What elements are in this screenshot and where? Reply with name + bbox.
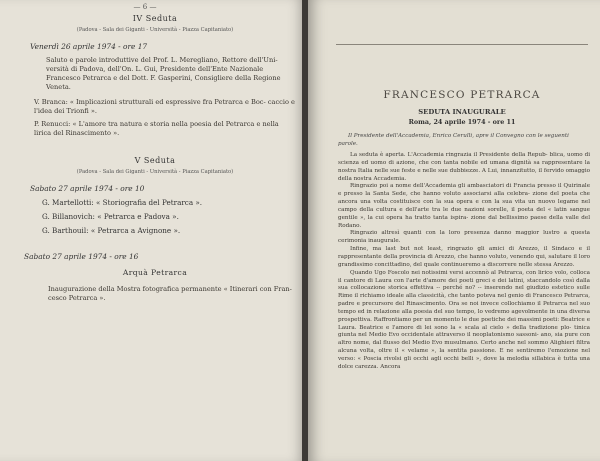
- session-date: Roma, 24 aprile 1974 - ore 11: [408, 118, 516, 126]
- seduta-v-date: Sabato 27 aprile 1974 - ore 10: [30, 184, 145, 193]
- arqua-place: Arquà Petrarca: [122, 268, 188, 277]
- seduta-v-item-1: G. Martellotti: « Storiografia del Petrarca ».: [42, 198, 203, 207]
- seduta-iv-item-1: Saluto e parole introduttive del Prof. L. Meregliano, Rettore dell'Uni- versità di Padova, dell'On. L. Gui, Presidente dell'Ente Nazionale Francesco Petrarca e del Dott. F. Gasperini, Consigliere della Regione Veneta.: [46, 56, 281, 92]
- right-page: [308, 0, 600, 461]
- article-title: FRANCESCO PETRARCA: [383, 89, 541, 101]
- paragraph: La seduta è aperta. L'Accademia ringrazia il Presidente della Repub- blica, uomo di scienza ed uomo di azione, che con tanta nobile ed umana dignità sa rappresentare la nostra Italia nelle sue feste e nelle sue dubbiezze. A Lui, innanzitutto, il fervido omaggio della nostra Accademia.: [338, 152, 590, 182]
- top-rule: [336, 44, 588, 45]
- seduta-iv-item-2: V. Branca: « Implicazioni strutturali ed espressive fra Petrarca e Boc- caccio e l'idea dei Trionfi ».: [34, 98, 295, 116]
- seduta-v-item-2: G. Billanovich: « Petrarca e Padova ».: [42, 212, 179, 221]
- paragraph: Ringrazio poi a nome dell'Accademia gli ambasciatori di Francia presso il Quirinale e presso la Santa Sede, che hanno voluto associarsi alla celebra- zione del poeta che ancora una volta costituisce con la sua opera e con la sua vita un nuovo legame nel campo della cultura e dell'arte tra le due nazioni sorelle, il poeta del « latin sangue gentile », la cui opera ha tratto tanta ispira- zione dal bellissimo paese della valle del Rodano.: [338, 183, 590, 229]
- seduta-iv-date: Venerdì 26 aprile 1974 - ore 17: [30, 42, 148, 51]
- page-number: — 6 —: [133, 3, 157, 11]
- seduta-iv-item-3: P. Renucci: « L'amore tra natura e storia nella poesia del Petrarca e nella lirica del Rinascimento ».: [34, 120, 279, 138]
- seduta-v-item-3: G. Barthouil: « Petrarca a Avignone ».: [42, 226, 181, 235]
- seduta-v-location: (Padova - Sala dei Giganti - Università - Piazza Capitaniato): [76, 169, 234, 175]
- seduta-iv-heading: IV Seduta: [132, 14, 178, 23]
- arqua-date: Sabato 27 aprile 1974 - ore 16: [24, 252, 139, 261]
- intro-line: Il Presidente dell'Accademia, Enrico Cerulli, apre il Convegno con le seguenti parole.: [338, 133, 569, 147]
- body-text: [338, 152, 590, 372]
- paragraph: Ringrazio altresì quanti con la loro presenza danno maggior lustro a questa cerimonia inaugurale.: [338, 230, 590, 245]
- seduta-v-heading: V Seduta: [134, 156, 176, 165]
- arqua-text: Inaugurazione della Mostra fotografica permanente « Itinerari con Fran- cesco Petrarca ».: [48, 285, 292, 303]
- seduta-iv-location: (Padova - Sala dei Giganti - Università - Piazza Capitaniato): [76, 27, 234, 33]
- paragraph: Quando Ugo Foscolo nei notissimi versi accennò al Petrarca, con lirico volo, colloca il cantore di Laura con l'arte d'amore dei poeti greci e dei latini, staccandolo così dalla sua collocazione storica effettiva -- perché no? -- inserendo nel giudizio estetico sulle Rime il richiamo ideale alla classicità, che tanto poteva nel genio di Francesco Petrarca, padre e precursore del Rinascimento. Ora se noi invece collochiamo il Petrarca nel suo tempo ed in relazione alla poesia del suo tempo, lo vedremo agevolmente in una diversa prospettiva. Raffrontiamo per un momento le due poetiche dei massimi poeti: Beatrice e Laura. Beatrice e l'amore di lei sono la « scala al cielo » della tradizione plo- tinica giunta nel Medio Evo occidentale attraverso il neoplatonismo sassoni- ano, sia pure con altro nome, dal flusso del Medio Evo musulmano. Certo anche nel sommo Alighieri filtra alcuna volta, oltre il « velame », la sentita passione. E ne sentiremo l'emozione nel verso: « Poscia rivolsi gli occhi agli occhi belli », dove la melodia sillabica è tutta una dolce carezza. Ancora: [338, 269, 590, 370]
- session-subtitle: SEDUTA INAUGURALE: [418, 108, 506, 116]
- paragraph: Infine, ma last but not least, ringrazio gli amici di Arezzo, il Sindaco e il rappresentante della provincia di Arezzo, che hanno voluto, venendo qui, salutare il loro grandissimo concittadino, del quale continueremo a discorrere nelle stessa Arezzo.: [338, 246, 590, 268]
